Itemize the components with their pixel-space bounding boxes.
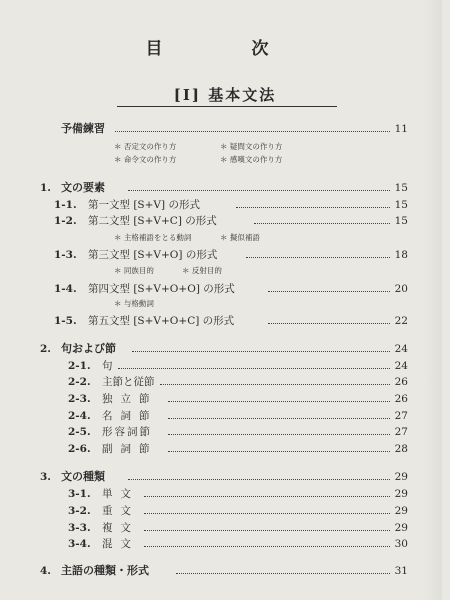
entry-number: 1-5. — [54, 315, 77, 327]
entry-number: 3. — [40, 471, 51, 483]
sub-topic: ＊ 否定文の作り方 — [114, 142, 177, 151]
entry-label: 複文 — [102, 522, 139, 534]
page-number: 24 — [394, 343, 408, 355]
page-number: 20 — [394, 283, 408, 295]
leader-dots — [168, 451, 390, 452]
entry-label: 混文 — [102, 538, 139, 550]
toc-entry-2-2[interactable] — [0, 374, 450, 390]
leader-dots — [128, 479, 390, 480]
sub-topic: ＊ 疑問文の作り方 — [220, 142, 283, 151]
sub-topic: ＊ 同族目的 — [114, 266, 154, 275]
sub-topic: ＊ 与格動詞 — [114, 299, 154, 308]
toc-entry-3-1[interactable] — [0, 486, 450, 502]
leader-dots — [254, 223, 390, 224]
leader-dots — [268, 323, 390, 324]
toc-entry-2-5[interactable] — [0, 424, 450, 440]
leader-dots — [236, 207, 390, 208]
page-number: 26 — [394, 376, 408, 388]
toc-entry-1[interactable] — [0, 180, 450, 196]
toc-entry-2-3[interactable] — [0, 391, 450, 407]
page-number: 15 — [394, 182, 408, 194]
toc-entry-4[interactable] — [0, 563, 450, 579]
entry-label: 文の種類 — [61, 470, 105, 483]
entry-label: 主語の種類・形式 — [61, 564, 149, 577]
toc-entry-1-2[interactable] — [0, 213, 450, 229]
entry-label: 第一文型 [S+V] の形式 — [88, 199, 200, 211]
sub-topic: ＊ 擬似補語 — [220, 233, 260, 242]
part-heading: [I] 基本文法 — [173, 86, 277, 104]
sub-topic: ＊ 反射目的 — [182, 266, 222, 275]
entry-number: 3-1. — [68, 488, 91, 500]
toc-entry-1-5[interactable] — [0, 313, 450, 329]
page-number: 27 — [394, 426, 408, 438]
entry-number: 1-1. — [54, 199, 77, 211]
page-number: 15 — [394, 215, 408, 227]
toc-entry-2-4[interactable] — [0, 408, 450, 424]
page-number: 26 — [394, 393, 408, 405]
leader-dots — [115, 131, 390, 132]
entry-label: 独立節 — [102, 393, 158, 405]
leader-dots — [168, 418, 390, 419]
entry-label: 予備練習 — [61, 122, 105, 135]
entry-label: 重文 — [102, 505, 139, 517]
leader-dots — [160, 384, 390, 385]
entry-number: 1-2. — [54, 215, 77, 227]
sub-topic: ＊ 主格補語をとる動詞 — [114, 233, 192, 242]
sub-topic: ＊ 命令文の作り方 — [114, 155, 177, 164]
entry-number: 1-3. — [54, 249, 77, 261]
page-number: 30 — [394, 538, 408, 550]
toc-entry-1-3[interactable] — [0, 247, 450, 263]
entry-label: 単文 — [102, 488, 139, 500]
entry-number: 3-4. — [68, 538, 91, 550]
entry-label: 第二文型 [S+V+C] の形式 — [88, 215, 217, 227]
page-number: 29 — [394, 522, 408, 534]
toc-entry-2-6[interactable] — [0, 441, 450, 457]
page-number: 29 — [394, 488, 408, 500]
toc-entry-1-4[interactable] — [0, 281, 450, 297]
toc-entry-prep[interactable] — [0, 121, 450, 137]
entry-number: 3-2. — [68, 505, 91, 517]
leader-dots — [176, 573, 390, 574]
leader-dots — [144, 513, 390, 514]
entry-label: 句 — [102, 360, 113, 372]
entry-number: 2-5. — [68, 426, 91, 438]
entry-label: 句および節 — [61, 342, 116, 355]
leader-dots — [246, 257, 390, 258]
leader-dots — [132, 351, 390, 352]
entry-number: 2. — [40, 343, 51, 355]
entry-number: 2-1. — [68, 360, 91, 372]
page-number: 31 — [394, 565, 408, 577]
entry-label: 第三文型 [S+V+O] の形式 — [88, 249, 218, 261]
page-number: 22 — [394, 315, 408, 327]
leader-dots — [168, 401, 390, 402]
entry-label: 形容詞節 — [102, 426, 152, 438]
leader-dots — [128, 190, 390, 191]
toc-entry-3-4[interactable] — [0, 536, 450, 552]
leader-dots — [144, 546, 390, 547]
entry-label: 主節と従節 — [102, 376, 155, 388]
toc-entry-3-3[interactable] — [0, 520, 450, 536]
toc-entry-2-1[interactable] — [0, 358, 450, 374]
page-title: 目 次 — [145, 39, 305, 59]
entry-label: 第四文型 [S+V+O+O] の形式 — [88, 283, 235, 295]
entry-label: 副詞節 — [102, 443, 158, 455]
toc-entry-3[interactable] — [0, 469, 450, 485]
page-number: 28 — [394, 443, 408, 455]
toc-entry-2[interactable] — [0, 341, 450, 357]
page-number: 15 — [394, 199, 408, 211]
entry-number: 1-4. — [54, 283, 77, 295]
entry-label: 第五文型 [S+V+O+C] の形式 — [88, 315, 235, 327]
page-number: 29 — [394, 471, 408, 483]
page-number: 27 — [394, 410, 408, 422]
page-number: 24 — [394, 360, 408, 372]
toc-entry-1-1[interactable] — [0, 197, 450, 213]
entry-number: 4. — [40, 565, 51, 577]
page-number: 29 — [394, 505, 408, 517]
page-number: 11 — [394, 123, 408, 135]
page-number: 18 — [394, 249, 408, 261]
leader-dots — [144, 530, 390, 531]
entry-label: 文の要素 — [61, 181, 105, 194]
toc-entry-3-2[interactable] — [0, 503, 450, 519]
entry-number: 2-3. — [68, 393, 91, 405]
entry-number: 2-4. — [68, 410, 91, 422]
entry-label: 名詞節 — [102, 410, 158, 422]
entry-number: 2-2. — [68, 376, 91, 388]
entry-number: 2-6. — [68, 443, 91, 455]
leader-dots — [168, 434, 390, 435]
entry-number: 1. — [40, 182, 51, 194]
heading-rule — [117, 106, 337, 107]
leader-dots — [118, 368, 390, 369]
sub-topic: ＊ 感嘆文の作り方 — [220, 155, 283, 164]
entry-number: 3-3. — [68, 522, 91, 534]
leader-dots — [268, 291, 390, 292]
leader-dots — [144, 496, 390, 497]
